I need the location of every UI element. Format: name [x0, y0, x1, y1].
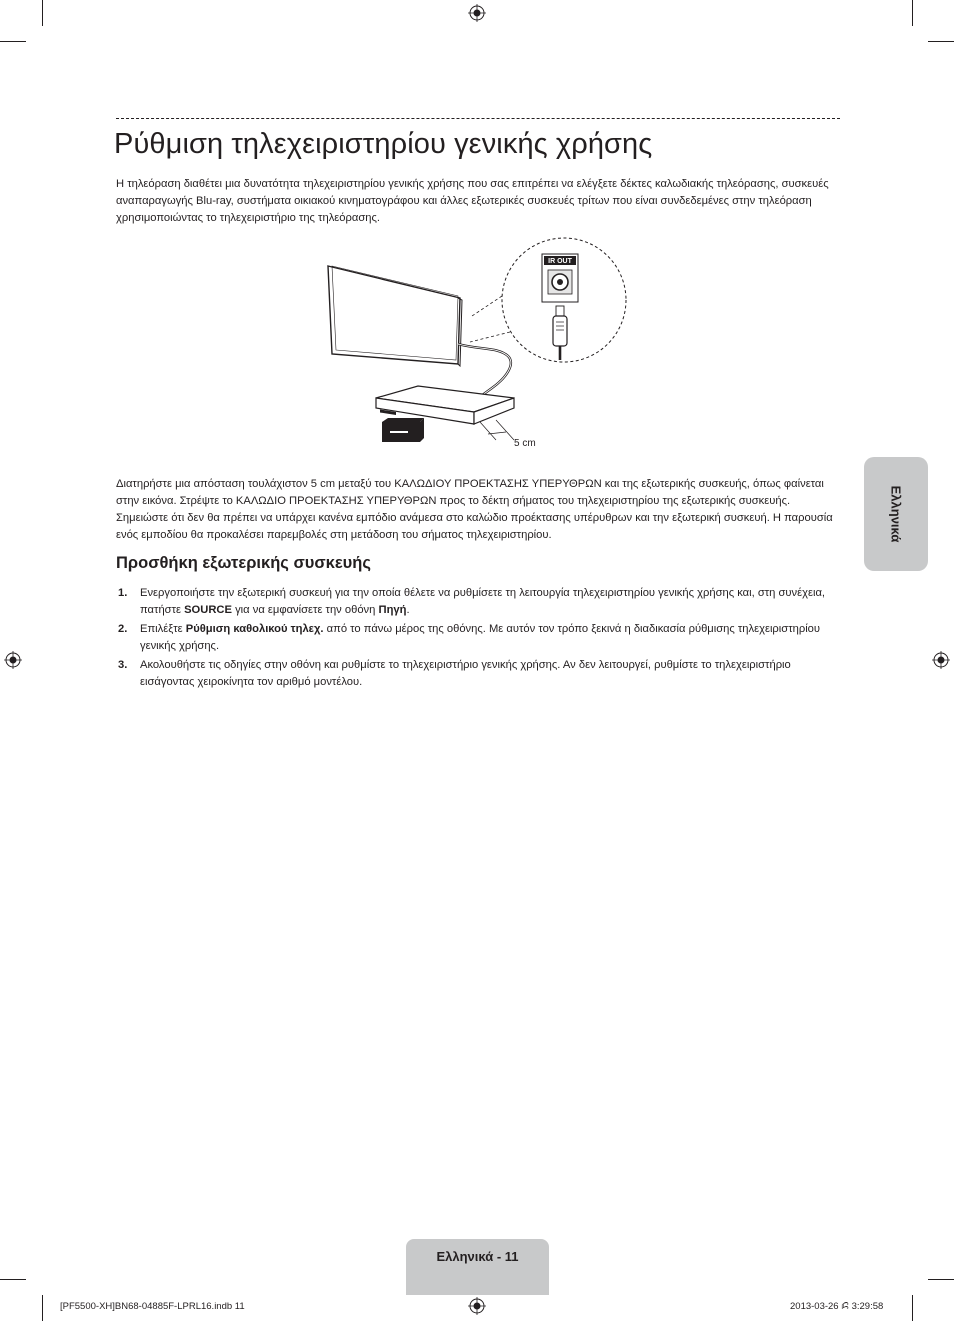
print-file-info: [PF5500-XH]BN68-04885F-LPRL16.indb 11: [60, 1301, 245, 1312]
print-timestamp: 2013-03-26 ꗲ 3:29:58: [790, 1301, 884, 1312]
tv-illustration: [328, 266, 462, 366]
step-list: [116, 585, 840, 693]
distance-note: Διατηρήστε μια απόσταση τουλάχιστον 5 cm μεταξύ του ΚΑΛΩΔΙΟΥ ΠΡΟΕΚΤΑΣΗΣ ΥΠΕΡΥΘΡΩΝ και της εξωτερικής συσκευής, όπως φαίνεται στην εικόνα. Στρέψτε το ΚΑΛΩΔΙΟ ΠΡΟΕΚΤΑΣΗΣ ΥΠΕΡΥΘΡΩΝ προς το δέκτη σήματος του τηλεχειριστηρίου της εξωτερικής συσκευής. Σημειώστε ότι δεν θα πρέπει να υπάρχει κανένα εμπόδιο ανάμεσα στο καλώδιο προέκτασης υπέρυθρων και την εξωτερική συσκευή. Η παρουσία ενός εμποδίου θα προκαλέσει παρεμβολές στη μετάδοση του σήματος τηλεχειριστηρίου.: [116, 478, 833, 541]
distance-label: 5 cm: [514, 438, 536, 449]
registration-mark-icon: [468, 4, 486, 22]
step-text: Επιλέξτε: [140, 623, 186, 635]
crop-mark: [42, 1295, 43, 1321]
registration-mark-icon: [468, 1297, 486, 1315]
list-item: [116, 585, 840, 619]
menu-item-label: Ρύθμιση καθολικού τηλεχ.: [185, 623, 324, 635]
ir-out-port-label: IR OUT: [548, 258, 572, 265]
ir-extender-illustration: [382, 418, 424, 442]
step-number: 2.: [118, 623, 128, 635]
crop-mark: [912, 1295, 913, 1321]
crop-mark: [928, 41, 954, 42]
crop-mark: [42, 0, 43, 26]
step-text: .: [406, 604, 410, 616]
source-screen-label: Πηγή: [378, 604, 407, 616]
step-text: Ακολουθήστε τις οδηγίες στην οθόνη και ρυθμίστε το τηλεχειριστήριο γενικής χρήσης. Αν δεν λειτουργεί, ρυθμίστε το τηλεχειριστήριο εισάγοντας χειροκίνητα τον αριθμό μοντέλου.: [140, 659, 791, 688]
list-item: [116, 657, 840, 691]
crop-mark: [0, 1279, 26, 1280]
page-number-tab: [406, 1239, 549, 1295]
crop-mark: [928, 1279, 954, 1280]
registration-mark-icon: [4, 651, 22, 669]
list-item: [116, 621, 840, 655]
page-title: Ρύθμιση τηλεχειριστηρίου γενικής χρήσης: [114, 128, 653, 160]
step-number: 3.: [118, 659, 128, 671]
title-rule: [116, 118, 840, 119]
intro-paragraph: Η τηλεόραση διαθέτει μια δυνατότητα τηλεχειριστηρίου γενικής χρήσης που σας επιτρέπει να ελέγξετε δέκτες καλωδιακής τηλεόρασης, συσκευές αναπαραγωγής Blu-ray, συστήματα οικιακού κινηματογράφου και άλλες εξωτερικές συσκευές τρίτων που είναι συνδεδεμένες στην τηλεόραση χρησιμοποιώντας το τηλεχειριστήριο της τηλεόρασης.: [116, 178, 829, 224]
crop-mark: [0, 41, 26, 42]
page-number: Ελληνικά - 11: [436, 1249, 519, 1264]
step-number: 1.: [118, 587, 128, 599]
ir-extender-illustration: [320, 232, 640, 454]
language-side-tab: [864, 457, 928, 571]
section-heading: Προσθήκη εξωτερικής συσκευής: [116, 554, 371, 572]
registration-mark-icon: [932, 651, 950, 669]
step-text: από το πάνω μέρος της οθόνης. Με αυτόν τον τρόπο ξεκινά η διαδικασία ρύθμισης τηλεχειριστηρίου γενικής χρήσης.: [140, 623, 821, 652]
step-text: Ενεργοποιήστε την εξωτερική συσκευή για την οποία θέλετε να ρυθμίσετε τη λειτουργία τηλεχειριστηρίου γενικής χρήσης και, στη συνέχεια, πατήστε: [140, 587, 826, 616]
step-text: για να εμφανίσετε την οθόνη: [231, 604, 379, 616]
ir-out-port-zoom: [470, 238, 626, 362]
language-side-tab-label: Ελληνικά: [888, 485, 904, 543]
source-button-label: SOURCE: [184, 604, 232, 616]
crop-mark: [912, 0, 913, 26]
